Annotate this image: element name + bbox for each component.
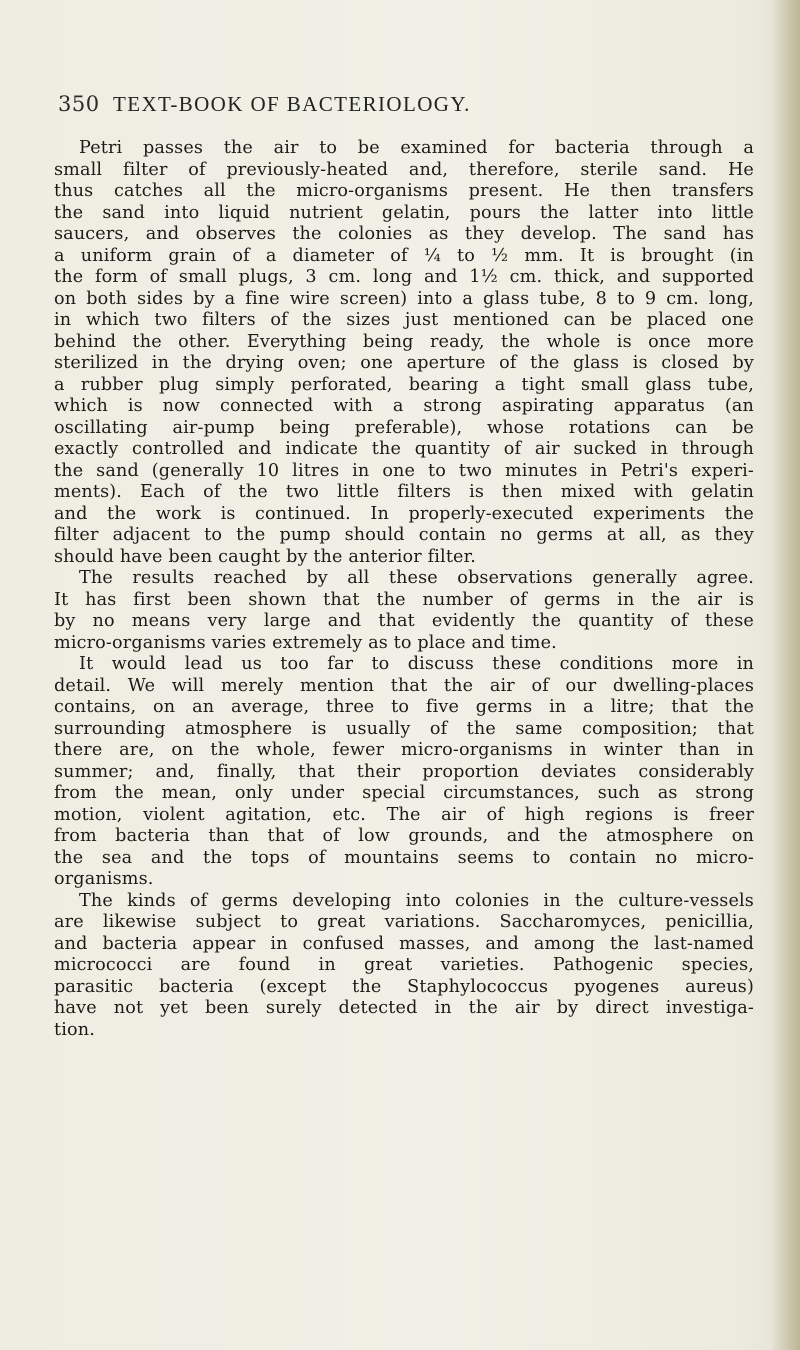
text-line: filter adjacent to the pump should contain no germs at all, as they (54, 525, 754, 545)
text-line: exactly controlled and indicate the quantity of air sucked in through (54, 439, 754, 459)
text-line: It has first been shown that the number of germs in the air is (54, 589, 754, 610)
page-edge-shadow (770, 0, 800, 1350)
text-line: there are, on the whole, fewer micro-organisms in winter than in (54, 740, 754, 760)
text-line: the sea and the tops of mountains seems to contain no micro- (54, 847, 754, 868)
text-line: ments). Each of the two little filters is then mixed with gelatin (54, 482, 754, 502)
text-line: motion, violent agitation, etc. The air of high regions is freer (54, 804, 754, 825)
text-line: detail. We will merely mention that the air of our dwelling-places (54, 675, 754, 696)
text-line: and the work is continued. In properly-executed experiments the (54, 503, 754, 524)
text-line: have not yet been surely detected in the air by direct investiga- (54, 998, 754, 1018)
text-line: oscillating air-pump being preferable), whose rotations can be (54, 417, 754, 438)
text-line: sterilized in the drying oven; one aperture of the glass is closed by (54, 353, 754, 373)
text-line: micro-organisms varies extremely as to place and time. (54, 632, 557, 653)
text-line: organisms. (54, 869, 154, 889)
text-line: tion. (54, 1019, 95, 1040)
text-line: surrounding atmosphere is usually of the same composition; that (54, 718, 754, 739)
text-line: contains, on an average, three to five germs in a litre; that the (54, 697, 754, 717)
text-line: The kinds of germs developing into colonies in the culture-vessels (79, 890, 754, 911)
text-line: the sand (generally 10 litres in one to two minutes in Petri's experi- (54, 460, 754, 481)
text-line: The results reached by all these observations generally agree. (79, 568, 754, 588)
text-line: on both sides by a fine wire screen) into a glass tube, 8 to 9 cm. long, (54, 288, 754, 309)
text-line: in which two filters of the sizes just mentioned can be placed one (54, 310, 754, 330)
text-line: by no means very large and that evidently the quantity of these (54, 611, 754, 631)
text-line: from bacteria than that of low grounds, and the atmosphere on (54, 826, 754, 846)
text-line: the sand into liquid nutrient gelatin, pours the latter into little (54, 202, 754, 223)
text-line: which is now connected with a strong aspirating apparatus (an (54, 396, 754, 416)
text-line: and bacteria appear in confused masses, and among the last-named (54, 933, 754, 954)
running-head (58, 92, 758, 122)
text-line: small filter of previously-heated and, therefore, sterile sand. He (54, 159, 754, 180)
text-line: Petri passes the air to be examined for bacteria through a (79, 138, 754, 158)
text-line: are likewise subject to great variations. Saccharomyces, penicillia, (54, 912, 754, 932)
body-text (54, 138, 754, 1041)
text-line: saucers, and observes the colonies as they develop. The sand has (54, 224, 754, 244)
running-title: TEXT-BOOK OF BACTERIOLOGY. (113, 92, 471, 116)
text-line: a rubber plug simply perforated, bearing a tight small glass tube, (54, 374, 754, 395)
text-line: a uniform grain of a diameter of ¼ to ½ mm. It is brought (in (54, 245, 754, 266)
text-line: micrococci are found in great varieties. Pathogenic species, (54, 955, 754, 975)
page-number: 350 (58, 92, 100, 116)
text-line: behind the other. Everything being ready, the whole is once more (54, 331, 754, 352)
text-line: It would lead us too far to discuss these conditions more in (79, 654, 754, 674)
text-line: thus catches all the micro-organisms present. He then transfers (54, 181, 754, 201)
text-line: parasitic bacteria (except the Staphylococcus pyogenes aureus) (54, 976, 754, 997)
text-line: the form of small plugs, 3 cm. long and 1½ cm. thick, and supported (54, 267, 754, 287)
text-line: from the mean, only under special circumstances, such as strong (54, 783, 754, 803)
text-line: should have been caught by the anterior filter. (54, 546, 476, 567)
text-line: summer; and, finally, that their proportion deviates considerably (54, 761, 754, 782)
